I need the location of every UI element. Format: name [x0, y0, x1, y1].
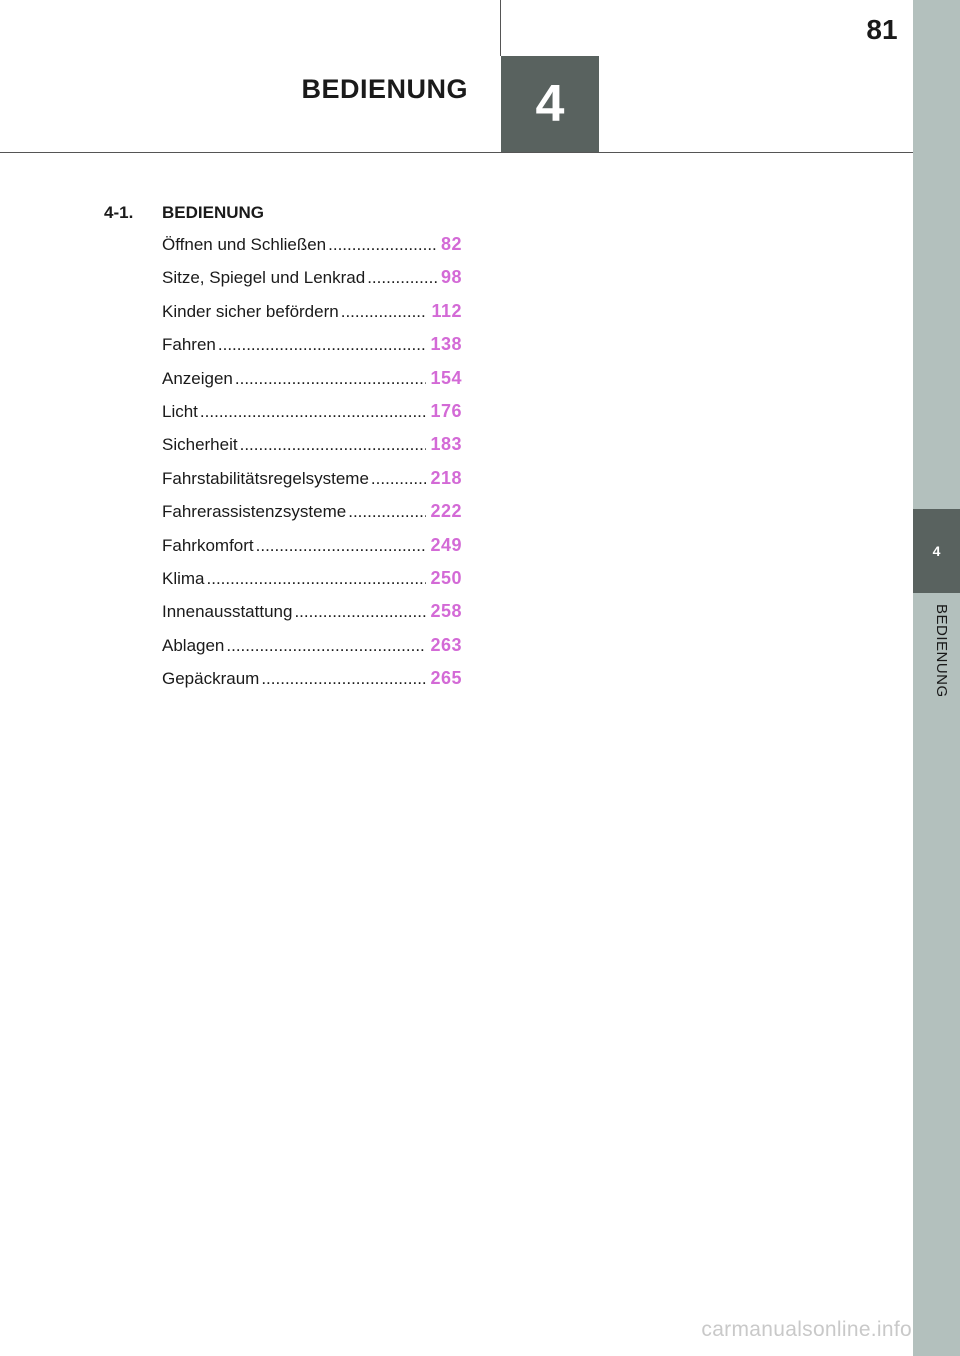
side-tab-label: BEDIENUNG [933, 604, 950, 698]
toc-leader-dots [341, 302, 428, 322]
toc-entry-page-link[interactable]: 98 [440, 267, 462, 288]
toc-entry-label: Fahrkomfort [162, 535, 254, 555]
toc-entry-label: Innenausstattung [162, 602, 293, 622]
toc-entry[interactable] [162, 234, 462, 267]
toc-entry-page-link[interactable]: 82 [440, 234, 462, 254]
toc-entry-label: Licht [162, 401, 198, 421]
toc-entry[interactable] [162, 334, 462, 367]
toc-list [162, 234, 462, 701]
toc-entry[interactable] [162, 635, 462, 668]
toc-entry[interactable] [162, 368, 462, 401]
toc-entry-label: Fahrstabilitätsregelsysteme [162, 468, 369, 488]
toc-entry-label: Fahren [162, 335, 216, 355]
toc-entry[interactable] [162, 301, 462, 334]
toc-leader-dots [200, 402, 427, 422]
toc-entry-label: Ablagen [162, 635, 225, 655]
toc-entry-page-link[interactable]: 249 [430, 534, 462, 555]
chapter-number-box: 4 [501, 56, 599, 152]
toc-leader-dots [240, 435, 427, 455]
toc-entry-page-link[interactable]: 183 [430, 434, 462, 455]
section-number: 4-1. [104, 203, 134, 222]
toc-leader-dots [218, 335, 427, 355]
toc-entry[interactable] [162, 434, 462, 467]
toc-leader-dots [235, 369, 427, 389]
toc-leader-dots [261, 669, 426, 689]
toc-entry[interactable] [162, 568, 462, 601]
toc-entry[interactable] [162, 601, 462, 634]
toc-entry-label: Klima [162, 568, 205, 588]
chapter-title: BEDIENUNG [301, 74, 468, 104]
toc-leader-dots [328, 235, 437, 255]
toc-entry-label: Gepäckraum [162, 669, 260, 689]
toc-entry-label: Kinder sicher befördern [162, 301, 339, 321]
toc-leader-dots [207, 569, 427, 589]
toc-entry[interactable] [162, 267, 462, 300]
toc-entry[interactable] [162, 468, 462, 501]
toc-leader-dots [371, 469, 427, 489]
toc-entry-page-link[interactable]: 154 [430, 367, 462, 388]
toc-leader-dots [367, 268, 437, 288]
toc-entry-label: Fahrerassistenzsysteme [162, 502, 347, 522]
header-divider [500, 0, 501, 56]
watermark: carmanualsonline.info [701, 1318, 912, 1341]
toc-leader-dots [348, 502, 426, 522]
toc-entry-page-link[interactable]: 112 [431, 300, 462, 321]
toc-entry-page-link[interactable]: 265 [430, 668, 462, 689]
toc-leader-dots [294, 602, 426, 622]
section-heading [104, 202, 462, 224]
toc-section [104, 202, 462, 701]
toc-entry-page-link[interactable]: 138 [430, 334, 462, 355]
toc-entry[interactable] [162, 668, 462, 701]
toc-entry-page-link[interactable]: 258 [430, 601, 462, 622]
header-rule [0, 152, 913, 153]
toc-entry[interactable] [162, 401, 462, 434]
toc-entry[interactable] [162, 535, 462, 568]
toc-entry-label: Öffnen und Schließen [162, 235, 327, 254]
toc-entry-page-link[interactable]: 176 [430, 400, 462, 421]
toc-entry-label: Sicherheit [162, 435, 238, 455]
toc-entry-page-link[interactable]: 250 [430, 567, 462, 588]
side-tab-chapter[interactable]: 4 [913, 509, 960, 593]
toc-entry-label: Sitze, Spiegel und Lenkrad [162, 268, 366, 288]
toc-entry-label: Anzeigen [162, 368, 233, 388]
toc-entry[interactable] [162, 501, 462, 534]
section-title: BEDIENUNG [162, 203, 265, 222]
toc-entry-page-link[interactable]: 222 [430, 501, 462, 522]
toc-leader-dots [256, 536, 427, 556]
toc-leader-dots [226, 636, 426, 656]
toc-entry-page-link[interactable]: 263 [430, 634, 462, 655]
toc-entry-page-link[interactable]: 218 [430, 467, 462, 488]
page-number: 81 [866, 14, 898, 45]
